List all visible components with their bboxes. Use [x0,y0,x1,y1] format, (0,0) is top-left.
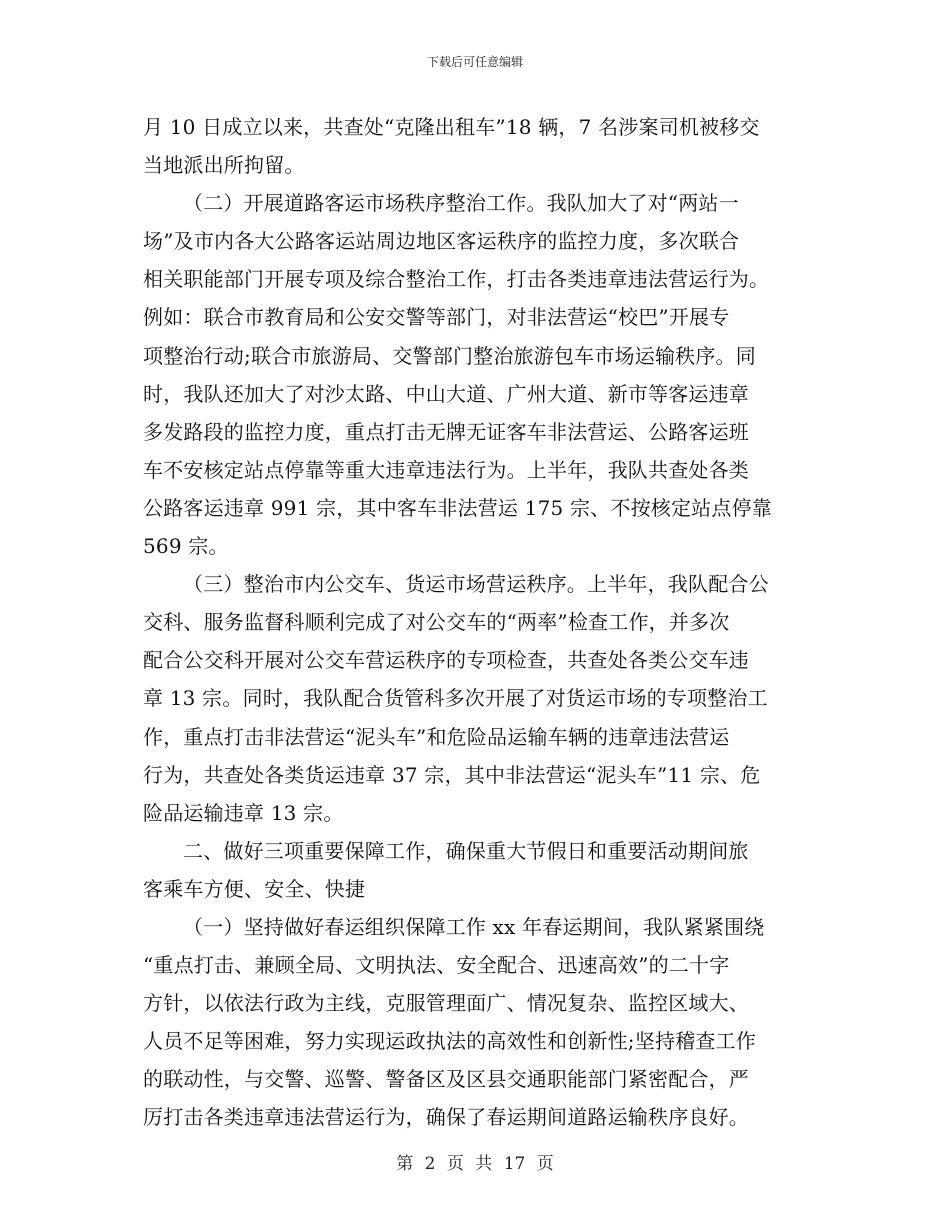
body-line: 方针，以依法行政为主线，克服管理面广、情况复杂、监控区域大、 [143,991,749,1016]
body-line: 时，我队还加大了对沙太路、中山大道、广州大道、新市等客运违章 [143,381,749,406]
body-line: 厉打击各类违章违法营运行为，确保了春运期间道路运输秩序良好。 [143,1105,749,1130]
body-line: 行为，共查处各类货运违章 37 宗，其中非法营运“泥头车”11 宗、危 [143,762,761,787]
body-line: 场”及市内各大公路客运站周边地区客运秩序的监控力度，多次联合 [143,229,740,254]
body-line: （三）整治市内公交车、货运市场营运秩序。上半年，我队配合公 [183,572,769,597]
body-line: 公路客运违章 991 宗，其中客车非法营运 175 宗、不按核定站点停靠 [143,495,772,520]
body-line: 月 10 日成立以来，共查处“克隆出租车”18 辆，7 名涉案司机被移交 [143,115,760,139]
body-line: 多发路段的监控力度，重点打击无牌无证客车非法营运、公路客运班 [143,419,749,444]
body-line: 配合公交科开展对公交车营运秩序的专项检查，共查处各类公交车违 [143,648,749,673]
body-line: 交科、服务监督科顺利完成了对公交车的“两率”检查工作，并多次 [143,610,730,635]
page-number-footer: 第 2 页 共 17 页 [396,1154,554,1174]
body-line: 章 13 宗。同时，我队配合货管科多次开展了对货运市场的专项整治工 [143,686,768,711]
document-body [143,108,811,1137]
body-line: “重点打击、兼顾全局、文明执法、安全配合、迅速高效”的二十字 [143,953,730,978]
page-header: 下载后可任意编辑 [426,55,523,69]
body-line: 569 宗。 [143,534,229,559]
body-line: 当地派出所拘留。 [143,153,305,178]
body-line: 例如：联合市教育局和公安交警等部门，对非法营运“校巴”开展专 [143,305,730,330]
body-line: 客乘车方便、安全、快捷 [143,876,366,901]
body-line: 作，重点打击非法营运“泥头车”和危险品运输车辆的违章违法营运 [143,724,730,749]
body-line: （一）坚持做好春运组织保障工作 xx 年春运期间，我队紧紧围绕 [183,914,765,939]
body-line: 人员不足等困难，努力实现运政执法的高效性和创新性;坚持稽查工作 [143,1029,756,1054]
body-line: 险品运输违章 13 宗。 [143,800,344,825]
body-line: 项整治行动;联合市旅游局、交警部门整治旅游包车市场运输秩序。同 [143,343,756,368]
body-line: 相关职能部门开展专项及综合整治工作，打击各类违章违法营运行为。 [143,267,770,292]
body-line: 车不安核定站点停靠等重大违章违法行为。上半年，我队共查处各类 [143,457,749,482]
body-line: 二、做好三项重要保障工作，确保重大节假日和重要活动期间旅 [183,838,749,863]
body-line: 的联动性，与交警、巡警、警备区及区县交通职能部门紧密配合，严 [143,1067,749,1092]
body-line: （二）开展道路客运市场秩序整治工作。我队加大了对“两站一 [183,191,739,216]
